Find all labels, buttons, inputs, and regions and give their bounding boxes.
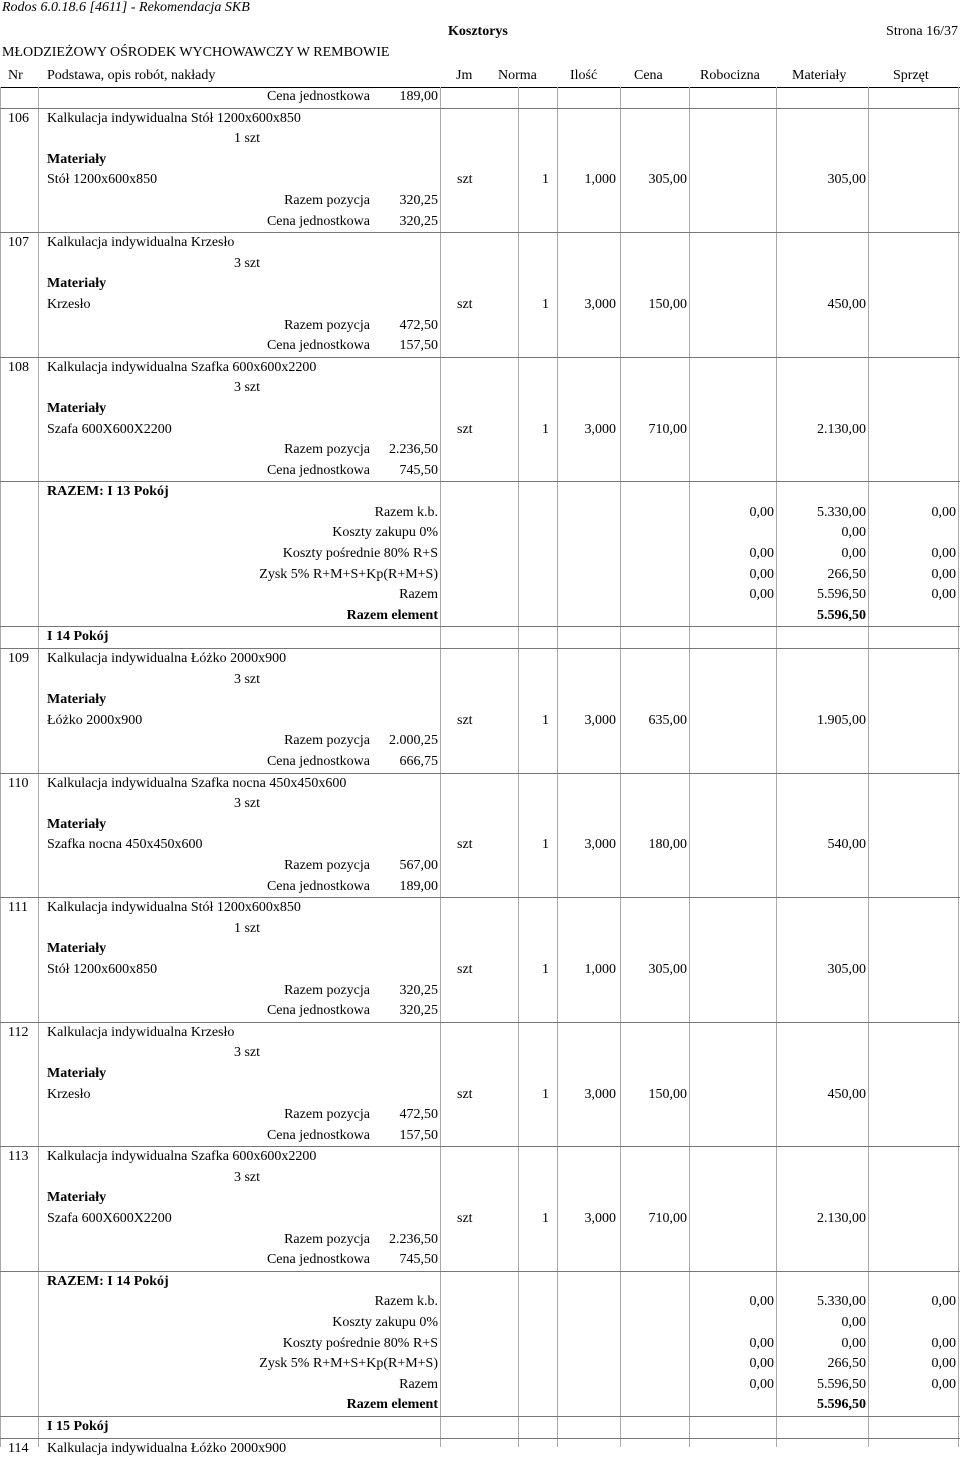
materials-heading: Materiały (47, 276, 107, 292)
norm: 1 (542, 1086, 549, 1102)
labour-value: 0,00 (749, 504, 774, 520)
equipment-value: 0,00 (931, 1376, 956, 1392)
materials-value: 266,50 (827, 566, 866, 582)
cost-summary-label: Koszty zakupu 0% (332, 1315, 438, 1331)
table-row (0, 1022, 960, 1044)
table-row (0, 87, 960, 108)
item-quantity: 3 szt (233, 255, 260, 271)
equipment-value: 0,00 (931, 504, 956, 520)
unit: szt (457, 837, 473, 853)
table-row (0, 1250, 960, 1271)
table-row (0, 1064, 960, 1085)
unit: szt (457, 1211, 473, 1227)
summary-label: Razem pozycja (284, 982, 370, 998)
summary-label: Razem pozycja (284, 733, 370, 749)
table-row (0, 170, 960, 191)
norm: 1 (542, 1211, 549, 1227)
cost-summary-label: Zysk 5% R+M+S+Kp(R+M+S) (259, 1356, 438, 1372)
materials-value: 0,00 (841, 525, 866, 541)
col-nr: Nr (8, 68, 23, 83)
table-row (0, 108, 960, 130)
summary-value: 157,50 (399, 1127, 438, 1143)
material-name: Szafa 600X600X2200 (47, 1211, 172, 1227)
column-header-row (0, 65, 960, 88)
table-row (0, 1126, 960, 1147)
summary-label: Cena jednostkowa (266, 1127, 370, 1143)
material-name: Krzesło (47, 1086, 91, 1102)
unit-price: 150,00 (648, 1086, 687, 1102)
cost-summary-label: Koszty pośrednie 80% R+S (282, 1335, 438, 1351)
material-name: Szafka nocna 450x450x600 (47, 837, 203, 853)
table-row (0, 316, 960, 337)
table-row (0, 1271, 960, 1293)
element-total-label: Razem element (346, 1397, 438, 1413)
col-materialy: Materiały (792, 68, 847, 83)
cost-summary-label: Zysk 5% R+M+S+Kp(R+M+S) (259, 566, 438, 582)
table-row (0, 150, 960, 171)
cost-summary-label: Koszty pośrednie 80% R+S (282, 546, 438, 562)
item-quantity: 3 szt (233, 380, 260, 396)
item-description: Kalkulacja indywidualna Szafka 600x600x2200 (47, 1149, 317, 1165)
norm: 1 (542, 421, 549, 437)
materials-value: 0,00 (841, 1335, 866, 1351)
materials-heading: Materiały (47, 1190, 107, 1206)
summary-label: Razem pozycja (284, 317, 370, 333)
table-row (0, 690, 960, 711)
summary-value: 320,25 (399, 1003, 438, 1019)
materials-heading: Materiały (47, 151, 107, 167)
table-row (0, 1168, 960, 1189)
col-jm: Jm (456, 68, 473, 83)
estimate-table (0, 87, 960, 1459)
table-row (0, 752, 960, 773)
materials-heading: Materiały (47, 1065, 107, 1081)
unit: szt (457, 172, 473, 188)
element-total-label: Razem element (346, 607, 438, 623)
summary-label: Cena jednostkowa (266, 89, 370, 104)
table-row (0, 254, 960, 275)
table-row (0, 461, 960, 482)
organization-name: MŁODZIEŻOWY OŚRODEK WYCHOWAWCZY W REMBOWIE (2, 45, 390, 60)
table-row (0, 585, 960, 606)
element-total-value: 5.596,50 (817, 1397, 866, 1413)
item-description: Kalkulacja indywidualna Stół 1200x600x850 (47, 900, 301, 916)
summary-label: Cena jednostkowa (266, 754, 370, 769)
table-row (0, 1209, 960, 1230)
materials-value: 305,00 (827, 961, 866, 977)
summary-value: 745,50 (399, 462, 438, 478)
summary-value: 320,25 (399, 192, 438, 208)
table-row (0, 856, 960, 877)
labour-value: 0,00 (749, 1376, 774, 1392)
summary-label: Cena jednostkowa (266, 462, 370, 478)
table-row (0, 1375, 960, 1396)
summary-value: 2.236,50 (389, 442, 438, 458)
item-number: 106 (8, 110, 29, 126)
col-sprzet: Sprzęt (893, 68, 929, 83)
table-row (0, 731, 960, 752)
unit: szt (457, 961, 473, 977)
table-row (0, 711, 960, 732)
equipment-value: 0,00 (931, 587, 956, 603)
summary-value: 157,50 (399, 338, 438, 354)
table-row (0, 960, 960, 981)
summary-label: Razem pozycja (284, 1231, 370, 1247)
summary-label: Razem pozycja (284, 1107, 370, 1123)
norm: 1 (542, 296, 549, 312)
col-norma: Norma (498, 68, 537, 83)
table-row (0, 1313, 960, 1334)
table-row (0, 481, 960, 503)
cost-summary-label: Razem (399, 587, 438, 603)
materials-value: 540,00 (827, 837, 866, 853)
unit-price: 710,00 (648, 1211, 687, 1227)
materials-heading: Materiały (47, 692, 107, 708)
labour-value: 0,00 (749, 1294, 774, 1310)
material-name: Stół 1200x600x850 (47, 172, 158, 188)
materials-heading: Materiały (47, 400, 107, 416)
doc-title: Kosztorys (448, 24, 508, 39)
table-row (0, 191, 960, 212)
col-robocizna: Robocizna (700, 68, 760, 83)
table-row (0, 357, 960, 379)
table-row (0, 544, 960, 565)
labour-value: 0,00 (749, 1335, 774, 1351)
summary-label: Razem pozycja (284, 192, 370, 208)
summary-value: 745,50 (399, 1252, 438, 1268)
table-row (0, 606, 960, 627)
table-row (0, 1146, 960, 1168)
labour-value: 0,00 (749, 566, 774, 582)
material-name: Stół 1200x600x850 (47, 961, 158, 977)
norm: 1 (542, 712, 549, 728)
labour-value: 0,00 (749, 546, 774, 562)
cost-summary-label: Koszty zakupu 0% (332, 525, 438, 541)
cost-summary-label: Razem k.b. (374, 1294, 438, 1310)
labour-value: 0,00 (749, 1356, 774, 1372)
quantity: 3,000 (584, 421, 616, 437)
item-number: 111 (8, 900, 28, 916)
summary-value: 472,50 (399, 1107, 438, 1123)
equipment-value: 0,00 (931, 1356, 956, 1372)
materials-value: 1.905,00 (817, 712, 866, 728)
material-name: Szafa 600X600X2200 (47, 421, 172, 437)
item-description: Kalkulacja indywidualna Krzesło (47, 235, 235, 251)
item-number: 112 (8, 1024, 29, 1040)
materials-value: 2.130,00 (817, 1211, 866, 1227)
quantity: 3,000 (584, 837, 616, 853)
cost-summary-label: Razem k.b. (374, 504, 438, 520)
norm: 1 (542, 837, 549, 853)
quantity: 3,000 (584, 712, 616, 728)
element-total-value: 5.596,50 (817, 607, 866, 623)
table-row (0, 1334, 960, 1355)
norm: 1 (542, 172, 549, 188)
section-total-heading: RAZEM: I 14 Pokój (47, 1273, 169, 1289)
section-total-heading: RAZEM: I 13 Pokój (47, 484, 169, 500)
table-row (0, 1085, 960, 1106)
unit-price: 305,00 (648, 961, 687, 977)
equipment-value: 0,00 (931, 566, 956, 582)
table-row (0, 877, 960, 898)
unit-price: 180,00 (648, 837, 687, 853)
unit: szt (457, 1086, 473, 1102)
item-number: 113 (8, 1149, 29, 1165)
materials-value: 5.330,00 (817, 1294, 866, 1310)
col-description: Podstawa, opis robót, nakłady (47, 68, 216, 83)
table-row (0, 1438, 960, 1459)
summary-label: Cena jednostkowa (266, 878, 370, 894)
summary-value: 189,00 (399, 878, 438, 894)
table-row (0, 1188, 960, 1209)
summary-value: 320,25 (399, 982, 438, 998)
equipment-value: 0,00 (931, 1335, 956, 1351)
item-number: 110 (8, 775, 29, 791)
table-row (0, 523, 960, 544)
table-row (0, 420, 960, 441)
table-row (0, 1354, 960, 1375)
material-name: Łóżko 2000x900 (47, 712, 143, 728)
table-row (0, 773, 960, 795)
table-row (0, 919, 960, 940)
item-quantity: 1 szt (233, 131, 260, 147)
equipment-value: 0,00 (931, 546, 956, 562)
cost-summary-label: Razem (399, 1376, 438, 1392)
table-row (0, 1001, 960, 1022)
summary-label: Cena jednostkowa (266, 1003, 370, 1019)
materials-value: 2.130,00 (817, 421, 866, 437)
summary-value: 2.000,25 (389, 733, 438, 749)
norm: 1 (542, 961, 549, 977)
table-row (0, 565, 960, 586)
app-title: Rodos 6.0.18.6 [4611] - Rekomendacja SKB (2, 0, 250, 15)
summary-value: 567,00 (399, 857, 438, 873)
table-row (0, 939, 960, 960)
equipment-value: 0,00 (931, 1294, 956, 1310)
unit-price: 635,00 (648, 712, 687, 728)
materials-heading: Materiały (47, 816, 107, 832)
summary-label: Cena jednostkowa (266, 338, 370, 354)
table-row (0, 336, 960, 357)
material-name: Krzesło (47, 296, 91, 312)
table-row (0, 232, 960, 254)
materials-value: 266,50 (827, 1356, 866, 1372)
group-heading: I 15 Pokój (47, 1419, 109, 1434)
table-row (0, 1230, 960, 1251)
item-description: Kalkulacja indywidualna Stół 1200x600x850 (47, 110, 301, 126)
materials-value: 450,00 (827, 296, 866, 312)
item-description: Kalkulacja indywidualna Szafka 600x600x2200 (47, 359, 317, 375)
quantity: 3,000 (584, 1086, 616, 1102)
page-number: Strona 16/37 (886, 24, 958, 39)
materials-value: 0,00 (841, 546, 866, 562)
table-row (0, 1043, 960, 1064)
table-row (0, 626, 960, 648)
materials-value: 5.596,50 (817, 1376, 866, 1392)
quantity: 3,000 (584, 296, 616, 312)
table-row (0, 648, 960, 670)
item-description: Kalkulacja indywidualna Szafka nocna 450x450x600 (47, 775, 347, 791)
table-row (0, 897, 960, 919)
col-ilosc: Ilość (570, 68, 598, 83)
item-description: Kalkulacja indywidualna Łóżko 2000x900 (47, 651, 287, 667)
item-quantity: 3 szt (233, 796, 260, 812)
table-row (0, 670, 960, 691)
item-number: 107 (8, 235, 29, 251)
table-row (0, 399, 960, 420)
summary-label: Razem pozycja (284, 857, 370, 873)
group-heading: I 14 Pokój (47, 629, 109, 645)
unit-price: 305,00 (648, 172, 687, 188)
unit: szt (457, 421, 473, 437)
quantity: 1,000 (584, 172, 616, 188)
quantity: 3,000 (584, 1211, 616, 1227)
table-row (0, 815, 960, 836)
table-row (0, 129, 960, 150)
table-row (0, 212, 960, 233)
summary-label: Cena jednostkowa (266, 213, 370, 229)
materials-value: 5.330,00 (817, 504, 866, 520)
table-row (0, 1416, 960, 1438)
summary-value: 189,00 (399, 89, 438, 104)
materials-value: 0,00 (841, 1315, 866, 1331)
unit: szt (457, 296, 473, 312)
summary-value: 320,25 (399, 213, 438, 229)
materials-value: 450,00 (827, 1086, 866, 1102)
materials-value: 305,00 (827, 172, 866, 188)
summary-label: Cena jednostkowa (266, 1252, 370, 1268)
unit-price: 150,00 (648, 296, 687, 312)
table-row (0, 295, 960, 316)
item-quantity: 3 szt (233, 671, 260, 687)
summary-label: Razem pozycja (284, 442, 370, 458)
item-quantity: 3 szt (233, 1045, 260, 1061)
col-cena: Cena (634, 68, 663, 83)
unit: szt (457, 712, 473, 728)
item-description: Kalkulacja indywidualna Krzesło (47, 1024, 235, 1040)
item-number: 108 (8, 359, 29, 375)
item-description: Kalkulacja indywidualna Łóżko 2000x900 (47, 1440, 287, 1456)
table-row (0, 274, 960, 295)
item-quantity: 3 szt (233, 1169, 260, 1185)
table-row (0, 1105, 960, 1126)
materials-heading: Materiały (47, 941, 107, 957)
table-row (0, 378, 960, 399)
item-number: 114 (8, 1440, 29, 1456)
summary-value: 666,75 (399, 754, 438, 769)
labour-value: 0,00 (749, 587, 774, 603)
table-row (0, 1395, 960, 1416)
materials-value: 5.596,50 (817, 587, 866, 603)
quantity: 1,000 (584, 961, 616, 977)
table-row (0, 981, 960, 1002)
item-quantity: 1 szt (233, 920, 260, 936)
unit-price: 710,00 (648, 421, 687, 437)
summary-value: 2.236,50 (389, 1231, 438, 1247)
table-row (0, 1292, 960, 1313)
table-row (0, 794, 960, 815)
summary-value: 472,50 (399, 317, 438, 333)
table-row (0, 503, 960, 524)
table-row (0, 440, 960, 461)
item-number: 109 (8, 651, 29, 667)
table-row (0, 835, 960, 856)
